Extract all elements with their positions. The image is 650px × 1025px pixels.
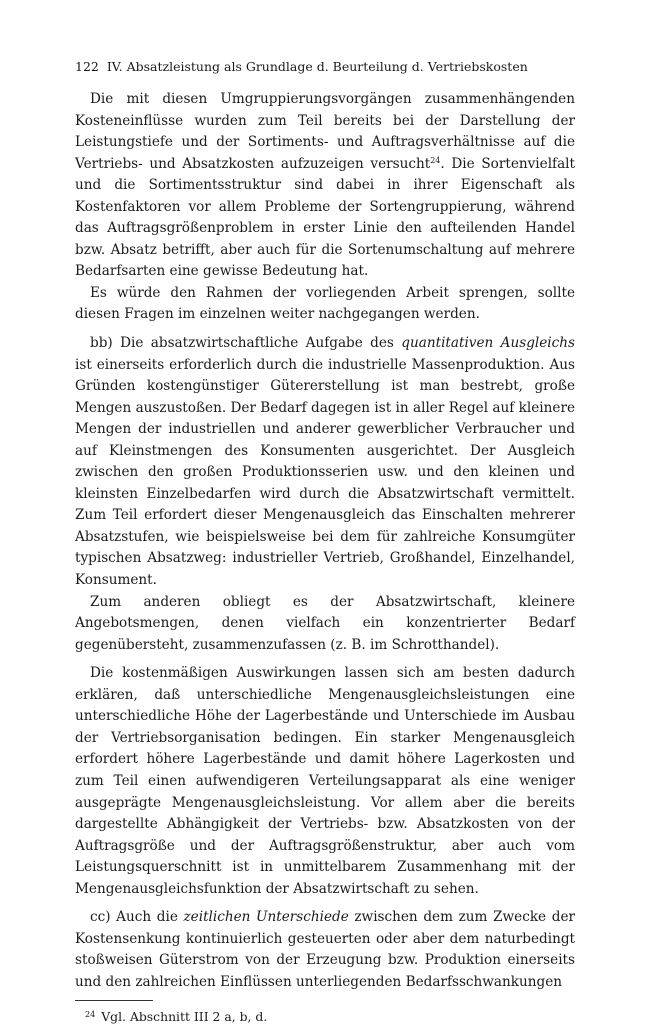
- paragraph-rahmen: Es würde den Rahmen der vorliegenden Arbeit sprengen, sollte diesen Fragen im einzelnen weiter nachgegangen werden.: [75, 284, 575, 323]
- paragraph-text: bb) Die absatzwirtschaftliche Aufgabe des: [90, 335, 402, 352]
- book-page: [75, 58, 575, 1025]
- paragraph-quantitativer-ausgleich: [75, 333, 575, 592]
- running-title: IV. Absatzleistung als Grundlage d. Beurteilung d. Vertriebskosten: [106, 59, 528, 74]
- body-text: [75, 89, 575, 993]
- paragraph-text: cc) Auch die: [90, 909, 184, 926]
- paragraph-kostenauswirkungen: Die kostenmäßigen Auswirkungen lassen sich am besten dadurch erklären, daß unterschiedliche Mengenausgleichsleistungen eine unterschiedliche Höhe der Lagerbestände und Unterschiede im Ausbau der Vertriebsorganisation bedingen. Ein starker Mengenausgleich erfordert höhere Lagerbestände und damit höhere Lagerkosten und zum Teil einen aufwendigeren Verteilungsapparat als eine weniger ausgeprägte Mengenausgleichsleistung. Vor allem aber die bereits dargestellte Abhängigkeit der Vertriebs- bzw. Absatzkosten von der Auftragsgröße und der Auftragsgrößenstruktur, aber auch vom Leistungsquerschnitt ist in unmittelbarem Zusammenhang mit der Mengenausgleichsfunktion der Absatzwirtschaft zu sehen.: [75, 665, 575, 897]
- footnote-text: Vgl. Abschnitt III 2 a, b, d.: [101, 1009, 268, 1025]
- running-head: [75, 58, 575, 76]
- paragraph-zeitliche-unterschiede: [75, 907, 575, 993]
- page-number: 122: [75, 59, 99, 74]
- paragraph-text: Die mit diesen Umgruppierungsvorgängen zusammenhängenden Kosteneinflüsse wurden zum Teil bereits bei der Darstellung der Leistungstiefe und der Sortiments- und Auftragsverhältnisse auf die Vertriebs- und Absatzkosten aufzuzeigen versucht: [75, 91, 575, 172]
- footnote-divider: [75, 1000, 153, 1001]
- paragraph-text: zwischen dem zum Zwecke der Kostensenkung kontinuierlich gesteuerten oder aber dem naturbedingt stoßweisen Güterstrom von der Erzeugung bzw. Produktion einerseits und den zahlreichen Einflüssen unterliegenden Bedarfsschwankungen: [75, 909, 575, 990]
- paragraph-sortiment: [75, 89, 575, 283]
- footnote-reference: 24: [430, 155, 441, 165]
- emphasis-term: quantitativen Ausgleichs: [401, 335, 575, 352]
- footnote-marker: 24: [85, 1010, 96, 1020]
- paragraph-zusammenfassen: Zum anderen obliegt es der Absatzwirtschaft, kleinere Angebotsmengen, denen vielfach ein konzentrierter Bedarf gegenübersteht, zusammenzufassen (z. B. im Schrotthandel).: [75, 593, 575, 653]
- paragraph-text: ist einerseits erforderlich durch die industrielle Massenproduktion. Aus Gründen kostengünstiger Gütererstellung ist man bestrebt, große Mengen auszustoßen. Der Bedarf dagegen ist in aller Regel auf kleinere Mengen der industriellen und anderer gewerblicher Verbraucher und auf Kleinstmengen des Konsumenten ausgerichtet. Der Ausgleich zwischen den großen Produktionsserien usw. und den kleinen und kleinsten Einzelbedarfen wird durch die Absatzwirtschaft vermittelt. Zum Teil erfordert dieser Mengenausgleich das Einschalten mehrerer Absatzstufen, wie beispielsweise bei dem für zahlreiche Konsumgüter typischen Absatzweg: industrieller Vertrieb, Großhandel, Einzelhandel, Konsument.: [75, 356, 575, 589]
- footnote: [75, 1009, 575, 1025]
- emphasis-term: zeitlichen Unterschiede: [183, 909, 349, 926]
- paragraph-text: . Die Sortenvielfalt und die Sortimentsstruktur sind dabei in ihrer Eigenschaft als Kostenfaktoren vor allem Probleme der Sortengruppierung, während das Auftragsgrößenproblem in erster Linie den aufteilenden Handel bzw. Absatz betrifft, aber auch für die Sortenumschaltung auf mehrere Bedarfsarten eine gewisse Bedeutung hat.: [75, 155, 575, 280]
